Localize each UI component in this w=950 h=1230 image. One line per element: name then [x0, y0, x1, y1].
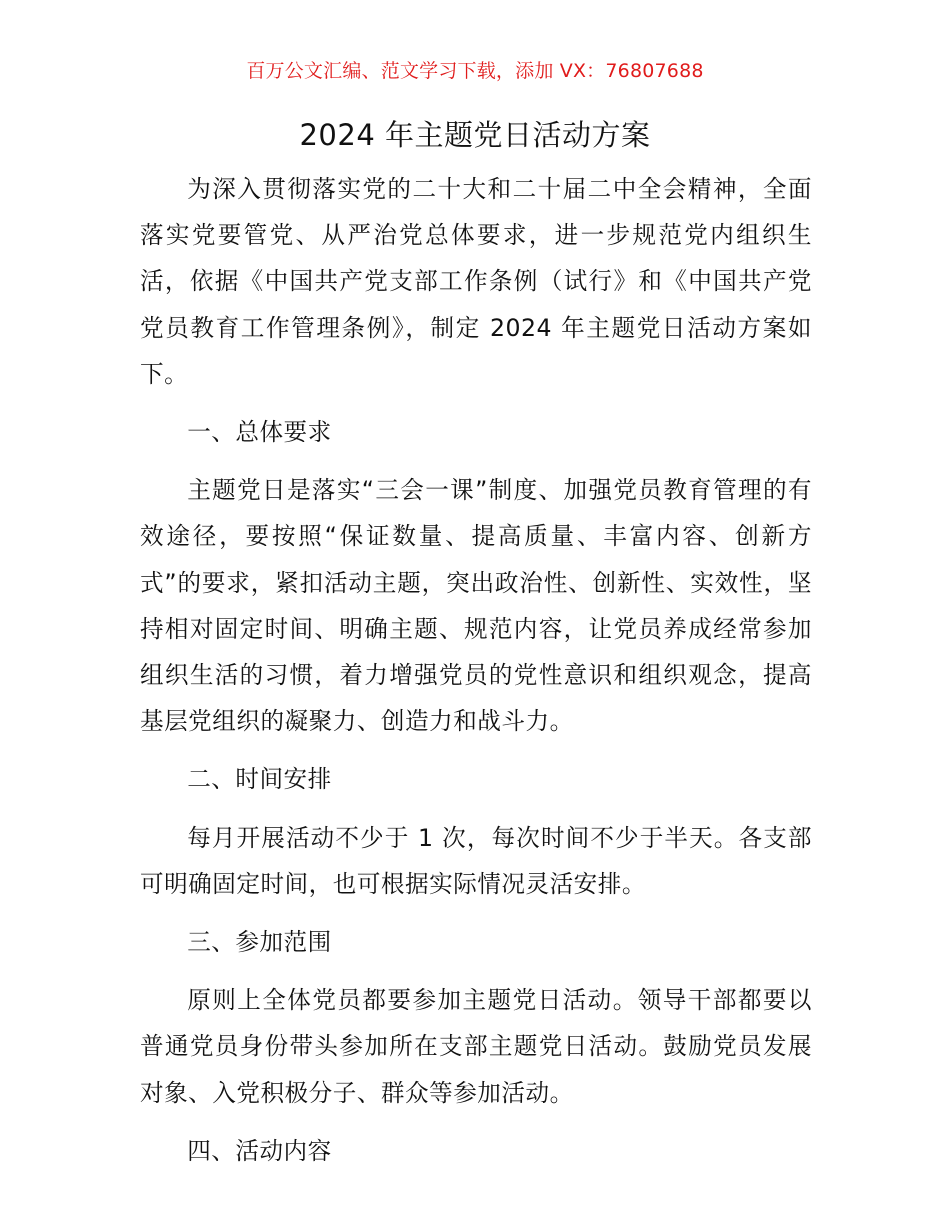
section-heading-activity-content: 四、活动内容	[187, 1136, 332, 1165]
section-heading-general-requirements: 一、总体要求	[187, 418, 332, 447]
section-text-schedule: 每月开展活动不少于 1 次，每次时间不少于半天。各支部可明确固定时间，也可根据实际情况灵活安排。	[140, 823, 812, 898]
document-body	[140, 166, 812, 1174]
document-title: 2024 年主题党日活动方案	[299, 118, 651, 152]
watermark-banner: 百万公文汇编、范文学习下载，添加 VX：76807688	[246, 60, 704, 82]
section-text-general-requirements: 主题党日是落实“三会一课”制度、加强党员教育管理的有效途径，要按照“保证数量、提高质量、丰富内容、创新方式”的要求，紧扣活动主题，突出政治性、创新性、实效性，坚持相对固定时间、明确主题、规范内容，让党员养成经常参加组织生活的习惯，着力增强党员的党性意识和组织观念，提高基层党组织的凝聚力、创造力和战斗力。	[140, 476, 812, 736]
section-heading-participants: 三、参加范围	[187, 928, 332, 957]
section-text-participants: 原则上全体党员都要参加主题党日活动。领导干部都要以普通党员身份带头参加所在支部主题党日活动。鼓励党员发展对象、入党积极分子、群众等参加活动。	[140, 986, 812, 1107]
intro-paragraph: 为深入贯彻落实党的二十大和二十届二中全会精神，全面落实党要管党、从严治党总体要求，进一步规范党内组织生活，依据《中国共产党支部工作条例（试行》和《中国共产党党员教育工作管理条例》，制定 2024 年主题党日活动方案如下。	[140, 175, 812, 388]
section-heading-schedule: 二、时间安排	[187, 765, 332, 794]
